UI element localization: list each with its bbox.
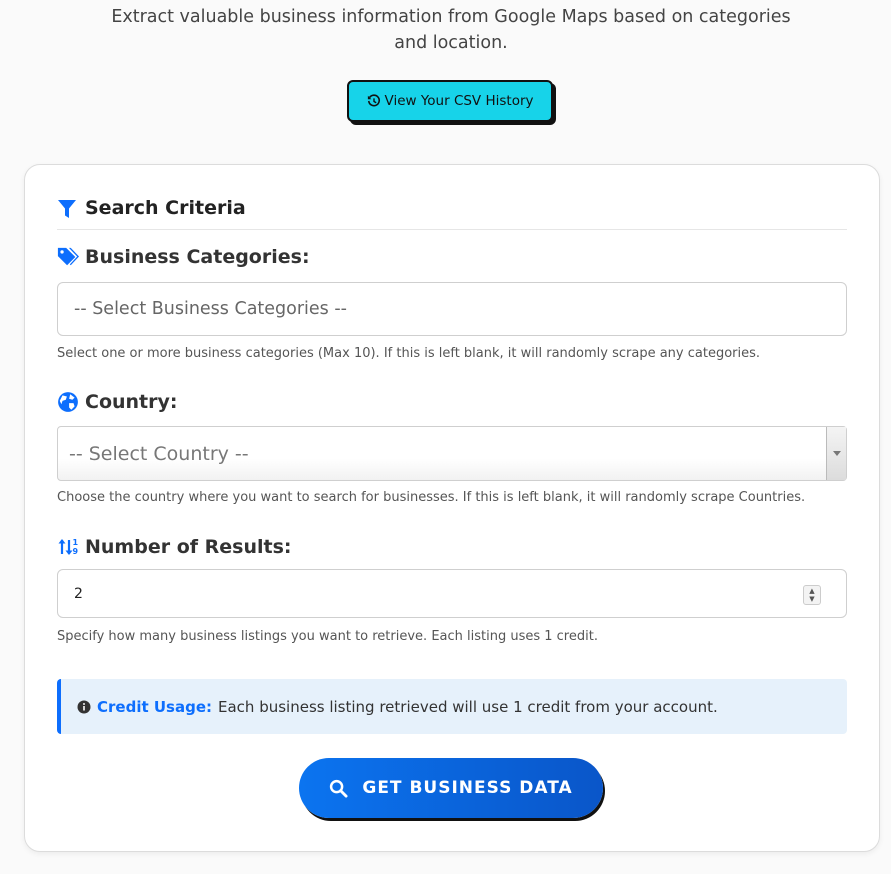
country-help: Choose the country where you want to search for businesses. If this is left blank, it will randomly scrape Countries. bbox=[57, 490, 806, 505]
business-categories-label bbox=[57, 246, 310, 268]
number-of-results-value: 2 bbox=[74, 585, 83, 602]
business-categories-select[interactable] bbox=[57, 282, 847, 336]
country-label-text: Country: bbox=[85, 391, 178, 413]
country-placeholder: -- Select Country -- bbox=[69, 442, 249, 465]
chevron-down-icon[interactable] bbox=[826, 427, 846, 480]
business-categories-placeholder: -- Select Business Categories -- bbox=[74, 299, 347, 319]
search-icon bbox=[329, 779, 348, 798]
intro-line-1: Extract valuable business information from Google Maps based on categories bbox=[111, 7, 791, 27]
sort-numeric-icon bbox=[57, 536, 79, 558]
search-criteria-header bbox=[57, 197, 847, 230]
section-title: Search Criteria bbox=[85, 197, 246, 219]
search-form-card bbox=[24, 164, 880, 852]
filter-icon bbox=[57, 199, 77, 219]
country-label bbox=[57, 391, 178, 413]
business-categories-label-text: Business Categories: bbox=[85, 246, 310, 268]
number-stepper[interactable] bbox=[803, 585, 821, 605]
business-categories-help: Select one or more business categories (Max 10). If this is left blank, it will randomly scrape any categories. bbox=[57, 346, 761, 361]
number-of-results-help: Specify how many business listings you want to retrieve. Each listing uses 1 credit. bbox=[57, 629, 598, 644]
svg-text:1: 1 bbox=[72, 538, 79, 547]
credit-usage-alert bbox=[57, 679, 847, 734]
number-of-results-label-text: Number of Results: bbox=[85, 536, 292, 558]
intro-line-2: and location. bbox=[394, 33, 508, 53]
svg-text:9: 9 bbox=[72, 547, 79, 556]
view-csv-history-button[interactable] bbox=[347, 80, 553, 122]
stepper-up-icon[interactable]: ▲ bbox=[809, 587, 815, 595]
globe-icon bbox=[57, 391, 79, 413]
get-business-data-label: GET BUSINESS DATA bbox=[362, 778, 573, 798]
intro-text bbox=[90, 4, 812, 56]
get-business-data-button[interactable] bbox=[299, 758, 603, 818]
tags-icon bbox=[57, 246, 79, 268]
number-of-results-label bbox=[57, 536, 292, 558]
number-of-results-input[interactable] bbox=[57, 569, 847, 618]
view-csv-history-label: View Your CSV History bbox=[384, 93, 534, 109]
history-icon bbox=[367, 94, 381, 108]
credit-usage-title: Credit Usage: bbox=[97, 697, 212, 716]
credit-usage-text: Each business listing retrieved will use 1 credit from your account. bbox=[218, 697, 718, 716]
country-select[interactable] bbox=[57, 426, 847, 481]
info-icon bbox=[77, 700, 91, 714]
stepper-down-icon[interactable]: ▼ bbox=[809, 595, 815, 603]
